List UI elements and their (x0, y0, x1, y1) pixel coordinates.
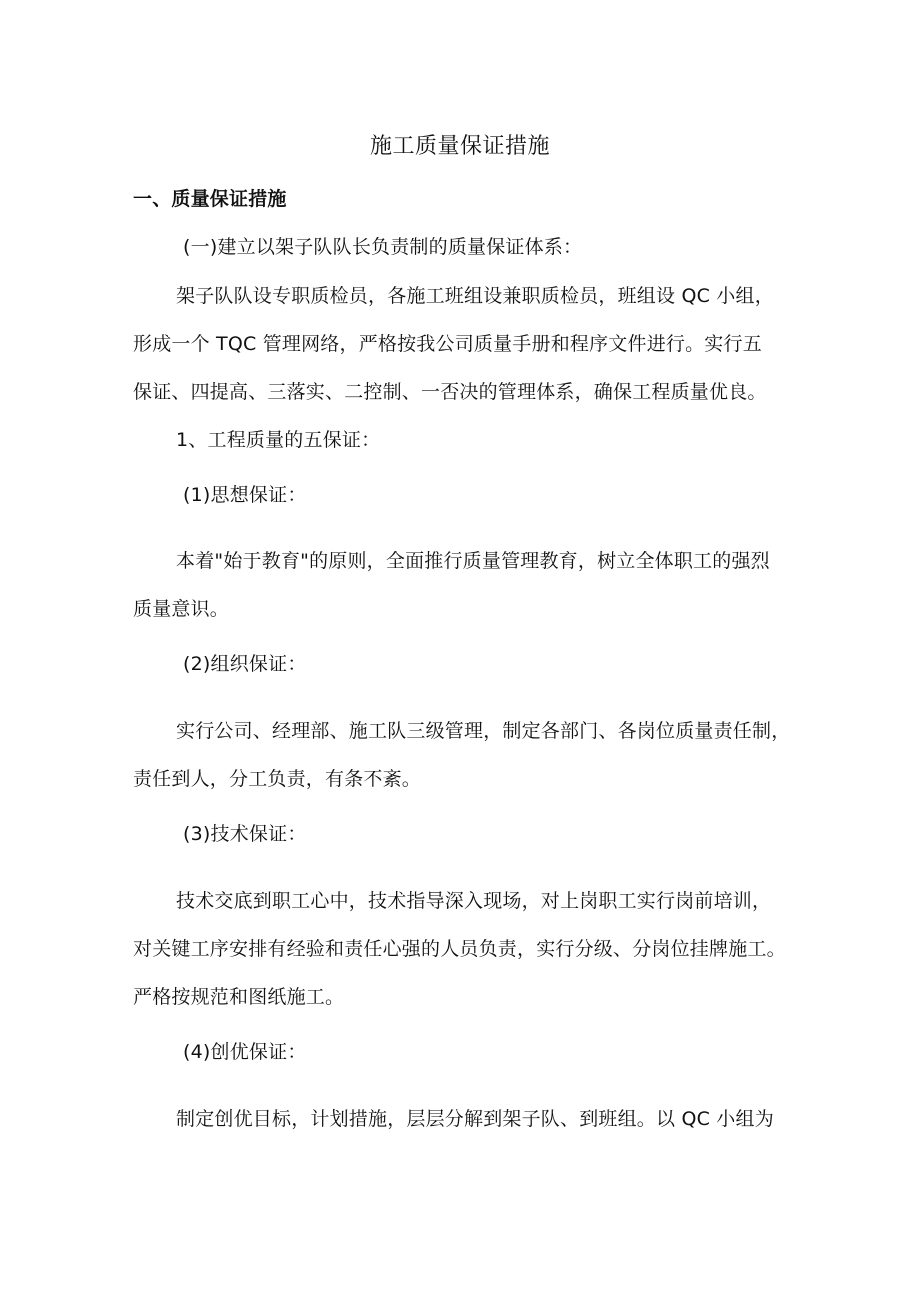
paragraph-line: 质量意识。 (133, 598, 230, 620)
paragraph-line: 架子队队设专职质检员，各施工班组设兼职质检员，班组设 QC 小组， (176, 285, 774, 307)
paragraph-line: 形成一个 TQC 管理网络，严格按我公司质量手册和程序文件进行。实行五 (133, 333, 762, 355)
subsection-heading: (一)建立以架子队队长负责制的质量保证体系： (183, 236, 583, 258)
item-heading: (3)技术保证： (183, 823, 307, 845)
item-heading: (2)组织保证： (183, 653, 307, 675)
item-heading: (1)思想保证： (183, 484, 307, 506)
paragraph-line: 严格按规范和图纸施工。 (133, 986, 345, 1008)
paragraph-line: 责任到人，分工负责，有条不紊。 (133, 768, 422, 790)
paragraph-line: 保证、四提高、三落实、二控制、一否决的管理体系，确保工程质量优良。 (133, 381, 767, 403)
section-heading: 一、质量保证措施 (133, 188, 287, 210)
document-title: 施工质量保证措施 (369, 134, 550, 159)
paragraph-line: 制定创优目标，计划措施，层层分解到架子队、到班组。以 QC 小组为 (176, 1108, 774, 1130)
paragraph-line: 技术交底到职工心中，技术指导深入现场，对上岗职工实行岗前培训， (176, 890, 772, 912)
paragraph-line: 实行公司、经理部、施工队三级管理，制定各部门、各岗位质量责任制， (176, 720, 791, 742)
paragraph-line: 对关键工序安排有经验和责任心强的人员负责，实行分级、分岗位挂牌施工。 (133, 938, 786, 960)
list-heading: 1、工程质量的五保证： (176, 429, 381, 451)
paragraph-line: 本着"始于教育"的原则，全面推行质量管理教育，树立全体职工的强烈 (176, 550, 770, 572)
item-heading: (4)创优保证： (183, 1041, 307, 1063)
